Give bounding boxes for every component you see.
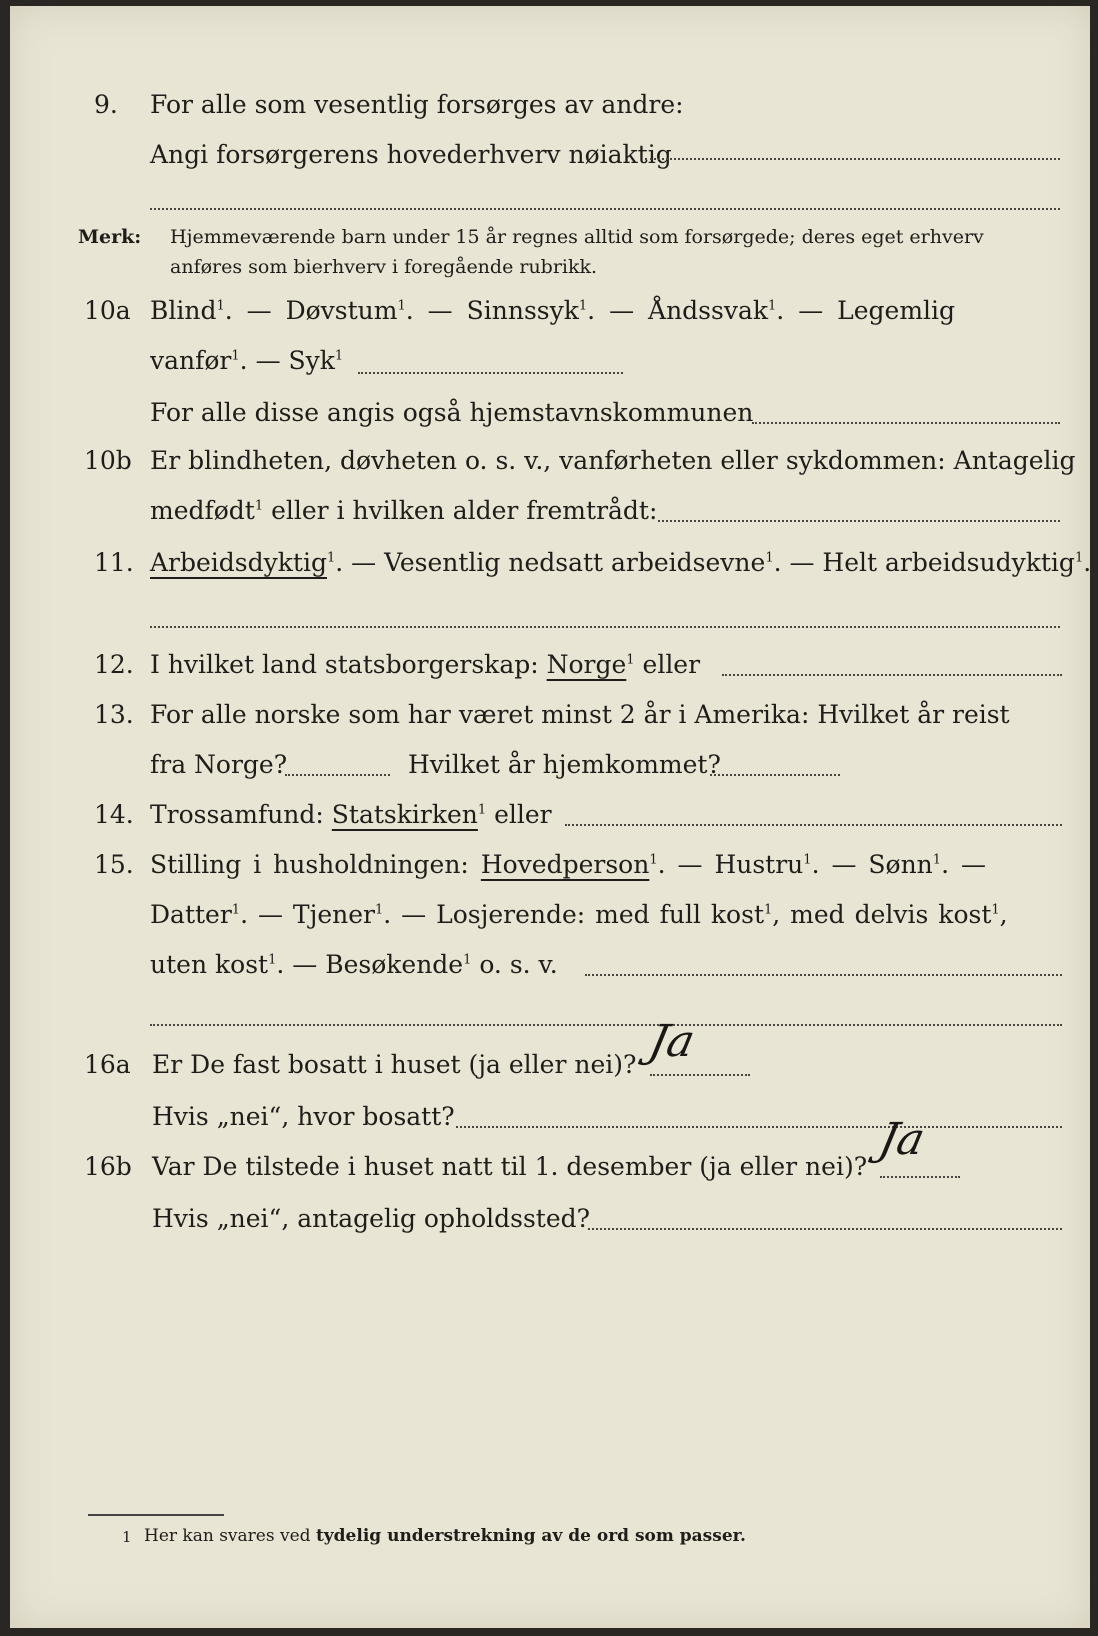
option-syk: . — Syk [239, 346, 335, 375]
footnote-ref: 1 [231, 902, 241, 918]
q16b-number: 16b [84, 1152, 132, 1181]
q9-answer-line [645, 158, 1060, 160]
q12-number: 12. [94, 650, 134, 679]
footnote-mark: 1 [122, 1528, 132, 1546]
footnote-ref: 1 [375, 902, 384, 918]
q12-line [150, 650, 700, 679]
option-besokende: . — Besøkende [276, 950, 464, 979]
q10b-alder-label: eller i hvilken alder fremtrådt: [263, 496, 658, 525]
q13-hjemkommet-label: Hvilket år hjemkommet? [408, 750, 721, 779]
footnote-ref: 1 [626, 652, 635, 668]
footnote-ref: 1 [991, 902, 1000, 918]
q13-number: 13. [94, 700, 134, 729]
option-dovstum: . — Døvstum [224, 296, 398, 325]
q10a-line3: For alle disse angis også hjemstavnskommunen [150, 398, 754, 427]
footnote-ref: 1 [649, 852, 658, 868]
footnote-ref: 1 [463, 952, 472, 968]
q14-eller: eller [486, 800, 552, 829]
option-full-kost: . — Losjerende: med full kost [383, 900, 764, 929]
q10b-line2 [150, 496, 657, 525]
q13-reist-label: fra Norge? [150, 750, 288, 779]
q15-dash: . — [941, 850, 986, 879]
q14-line [150, 800, 552, 829]
q14-number: 14. [94, 800, 134, 829]
q9-line1: For alle som vesentlig forsørges av andre: [150, 90, 684, 119]
q10a-number: 10a [84, 296, 131, 325]
q16b-line2: Hvis „nei“, antagelig opholdssted? [152, 1204, 591, 1233]
merk-line1: Hjemmeværende barn under 15 år regnes alltid som forsørgede; deres eget erhverv [170, 226, 984, 248]
option-andssvak: . — Åndssvak [587, 296, 769, 325]
q12-answer-line [722, 674, 1062, 676]
q14-answer-line [565, 824, 1062, 826]
q16b-line1: Var De tilstede i huset natt til 1. desember (ja eller nei)? [152, 1152, 868, 1181]
q10a-hjemstavn-line [752, 422, 1060, 424]
q13-line1: For alle norske som har været minst 2 år i Amerika: Hvilket år reist [150, 700, 1010, 729]
footnote-ref: 1 [334, 348, 344, 364]
option-tjener: . — Tjener [240, 900, 375, 929]
footnote-ref: 1 [932, 852, 942, 868]
footnote-ref: 1 [578, 298, 588, 314]
option-hustru: . — Hustru [657, 850, 804, 879]
q16a-line2: Hvis „nei“, hvor bosatt? [152, 1102, 455, 1131]
option-hovedperson-selected: Hovedperson [480, 850, 650, 879]
q10a-line1 [150, 296, 955, 325]
footnote-ref: 1 [216, 298, 225, 314]
q16a-handwritten-answer: Ja [644, 1016, 700, 1067]
census-form-page [10, 6, 1090, 1628]
option-sinnssyk: . — Sinnssyk [405, 296, 579, 325]
footnote-rule [88, 1514, 224, 1516]
option-vanfor: vanfør [150, 346, 232, 375]
q12-eller: eller [634, 650, 701, 679]
q11-end: . [1083, 548, 1092, 577]
q16a-number: 16a [84, 1050, 131, 1079]
option-sonn: . — Sønn [811, 850, 933, 879]
q15-line3 [150, 950, 558, 979]
q15-line2 [150, 900, 1008, 929]
option-nedsatt: . — Vesentlig nedsatt arbeidsevne [335, 548, 766, 577]
option-delvis-kost: , med delvis kost [772, 900, 992, 929]
q16a-answer-line [650, 1074, 750, 1076]
footnote-ref: 1 [763, 902, 773, 918]
q15-osv: o. s. v. [471, 950, 558, 979]
q11-answer-line [150, 626, 1060, 628]
q11-line [150, 548, 1091, 577]
footnote-ref: 1 [803, 852, 812, 868]
footnote-ref: 1 [768, 298, 777, 314]
footnote-ref: 1 [254, 498, 264, 514]
option-statskirken-selected: Statskirken [331, 800, 478, 829]
q9-number: 9. [94, 90, 118, 119]
q10b-answer-line [658, 520, 1060, 522]
q13-reist-line [285, 774, 390, 776]
q9-answer-line-2 [150, 208, 1060, 210]
footnote-text [144, 1526, 746, 1546]
q16b-opholdssted-line [588, 1228, 1062, 1230]
q16a-bosatt-line [456, 1126, 1062, 1128]
q11-number: 11. [94, 548, 134, 577]
q10b-number: 10b [84, 446, 132, 475]
q15-line1 [150, 850, 986, 879]
q12-label: I hvilket land statsborgerskap: [150, 650, 547, 679]
footnote-text-a: Her kan svares ved [144, 1526, 316, 1546]
option-blind: Blind [150, 296, 217, 325]
q16b-handwritten-answer: Ja [874, 1114, 930, 1165]
merk-label: Merk: [78, 226, 142, 248]
q14-label: Trossamfund: [150, 800, 332, 829]
footnote-ref: 1 [326, 550, 336, 566]
footnote-ref: 1 [397, 298, 406, 314]
footnote-ref: 1 [477, 802, 487, 818]
q10a-line2 [150, 346, 343, 375]
q9-line2: Angi forsørgerens hovederhverv nøiaktig [150, 140, 672, 169]
option-datter: Datter [150, 900, 232, 929]
q15-answer-line [585, 974, 1062, 976]
q16a-line1: Er De fast bosatt i huset (ja eller nei)? [152, 1050, 637, 1079]
q16b-answer-line [880, 1176, 960, 1178]
footnote-ref: 1 [231, 348, 240, 364]
option-legemlig: . — Legemlig [776, 296, 956, 325]
q15-number: 15. [94, 850, 134, 879]
merk-line2: anføres som bierhverv i foregående rubrikk. [170, 256, 598, 278]
footnote-text-b: tydelig understrekning av de ord som passer. [315, 1526, 746, 1546]
q10a-answer-line [358, 372, 623, 374]
q13-hjemkommet-line [710, 774, 840, 776]
option-medfodt: medfødt [150, 496, 255, 525]
q15-answer-line-2 [150, 1024, 1062, 1026]
option-norge-selected: Norge [546, 650, 627, 679]
option-udyktig: . — Helt arbeidsudyktig [773, 548, 1075, 577]
option-arbeidsdyktig-selected: Arbeidsdyktig [150, 548, 327, 577]
option-uten-kost: uten kost [150, 950, 269, 979]
footnote-ref: 1 [765, 550, 774, 566]
q15-label: Stilling i husholdningen: [150, 850, 481, 879]
q15-comma: , [999, 900, 1008, 929]
footnote-ref: 1 [1074, 550, 1084, 566]
footnote-ref: 1 [268, 952, 277, 968]
q10b-line1: Er blindheten, døvheten o. s. v., vanførheten eller sykdommen: Antagelig [150, 446, 1076, 475]
